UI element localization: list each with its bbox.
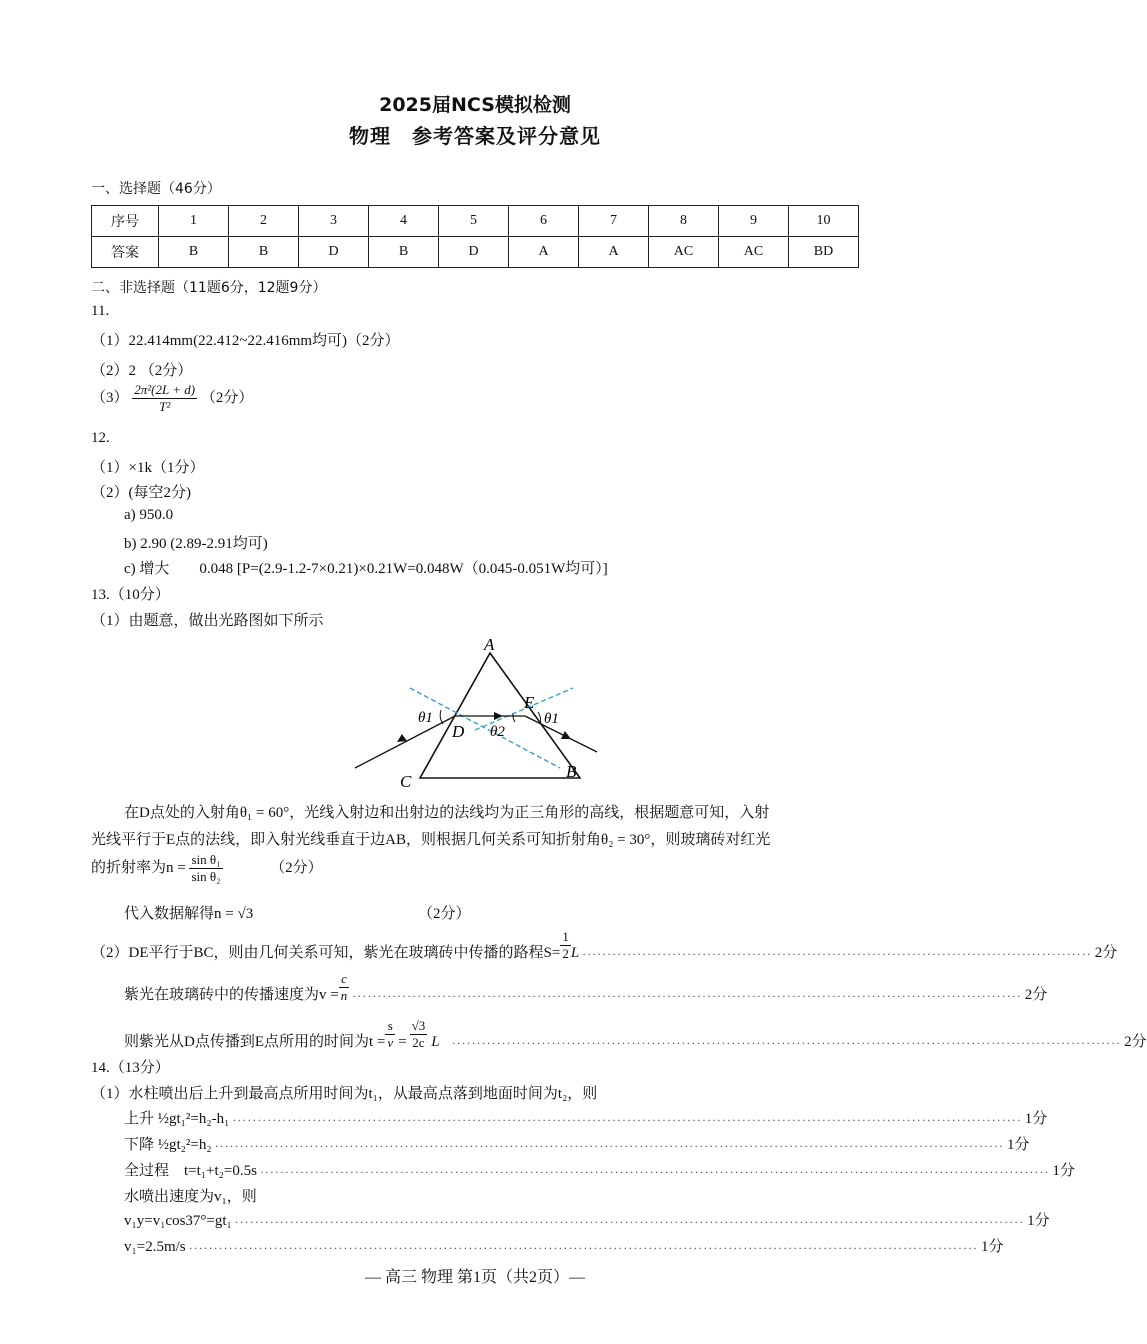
prism-light-path-diagram [345, 630, 605, 795]
q11-fraction-numerator: 2π²(2L + d) [134, 382, 196, 397]
equals-sign: = [398, 1034, 407, 1050]
fraction-numerator: √3 [411, 1018, 426, 1033]
leader-dots: ······························································································································································ [234, 1215, 1025, 1229]
table-cell: 2 [229, 206, 299, 237]
table-cell: 7 [579, 206, 649, 237]
q13-result-line [124, 902, 253, 923]
q13-paragraph-line1: 在D点处的入射角θ₁ = 60°，光线入射边和出射边的法线均为正三角形的高线，根据题意可知，入射 [124, 805, 770, 821]
step-text: 全过程 t=t₁+t₂=0.5s [124, 1163, 257, 1179]
variable: L [570, 945, 580, 961]
q13-time-line [124, 1013, 1147, 1051]
q13-number: 13.（10分） [91, 587, 170, 603]
step-text: v₁y=v₁cos37°=gt₁ [124, 1213, 232, 1229]
q12-part2: （2）(每空2分) [91, 485, 191, 501]
q13-part1: （1）由题意，做出光路图如下所示 [91, 613, 324, 629]
table-cell: B [159, 237, 229, 268]
table-cell: AC [649, 237, 719, 268]
table-cell: D [439, 237, 509, 268]
leader-dots: ······································································································································ [352, 989, 1022, 1003]
q14-step-line [124, 1158, 1075, 1180]
q11-number: 11. [91, 303, 110, 319]
q13-speed-line [124, 970, 1048, 1004]
page-footer: — 高三 物理 第1页（共2页）— [364, 1269, 585, 1286]
q11-part3 [91, 382, 253, 415]
variable: L [431, 1034, 440, 1050]
score: 1分 [1024, 1111, 1048, 1127]
step-text: 上升 ½gt₁²=h₂-h₁ [124, 1111, 230, 1127]
leader-dots: ······························································································································································ [259, 1165, 1050, 1179]
time-fraction-2 [410, 1018, 428, 1051]
table-cell: 6 [509, 206, 579, 237]
leader-dots: ······························································································································································ [214, 1139, 1004, 1153]
table-cell: D [299, 237, 369, 268]
step-text: 下降 ½gt₂²=h₂ [124, 1137, 212, 1153]
label-c: C [400, 772, 412, 791]
section1-heading: 一、选择题（46分） [91, 181, 221, 197]
q12-number: 12. [91, 430, 110, 446]
angle-arc [513, 714, 515, 722]
table-cell: B [229, 237, 299, 268]
fraction-denominator: v [387, 1035, 394, 1050]
speed-fraction [339, 971, 350, 1004]
leader-dots: ······························································································································································ [188, 1241, 979, 1255]
table-cell: B [369, 237, 439, 268]
speed-prefix: 紫光在玻璃砖中的传播速度为v = [124, 987, 339, 1003]
q14-number: 14.（13分） [91, 1060, 170, 1076]
label-e: E [524, 693, 535, 712]
score: 1分 [981, 1239, 1004, 1255]
fraction-denominator: 2 [562, 946, 569, 961]
leader-dots: ······························································································································································ [232, 1113, 1022, 1127]
leader-dots: ······································································································································ [451, 1036, 1122, 1050]
q14-velocity-intro: 水喷出速度为v₁，则 [124, 1189, 257, 1205]
table-row-numbers [92, 206, 859, 237]
q14-part1: （1）水柱喷出后上升到最高点所用时间为t₁，从最高点落到地面时间为t₂，则 [91, 1086, 598, 1102]
table-cell: 5 [439, 206, 509, 237]
label-d: D [452, 722, 465, 741]
label-theta1-right: θ1 [544, 711, 559, 727]
q13-part2-prefix: （2）DE平行于BC，则由几何关系可知，紫光在玻璃砖中传播的路程S= [91, 945, 561, 961]
table-cell: 10 [789, 206, 859, 237]
table-row-answers [92, 237, 859, 268]
q12-item-a: a) 950.0 [124, 507, 174, 523]
q12-item-b: b) 2.90 (2.89-2.91均可) [124, 536, 268, 552]
result-text: 代入数据解得n = √3 [124, 906, 254, 922]
emergent-ray [525, 716, 597, 752]
refraction-index-prefix: 的折射率为n = [91, 859, 186, 876]
score: 1分 [1052, 1163, 1075, 1179]
table-cell: 1 [159, 206, 229, 237]
label-a: A [484, 635, 495, 654]
score: （2分） [270, 859, 323, 876]
q11-part2: （2）2 （2分） [91, 363, 193, 379]
label-theta1-left: θ1 [418, 710, 433, 726]
label-theta2: θ2 [490, 724, 505, 740]
q11-part3-score: （2分） [200, 389, 254, 406]
q14-step-line [124, 1106, 1048, 1128]
table-cell: AC [719, 237, 789, 268]
q13-paragraph-line3 [91, 852, 323, 885]
fraction-numerator: c [339, 971, 350, 988]
fraction-numerator: 1 [562, 929, 569, 944]
q12-part1: （1）×1k（1分） [91, 460, 205, 476]
step-text: v₁=2.5m/s [124, 1239, 186, 1255]
score: 1分 [1027, 1213, 1050, 1229]
answer-table [91, 205, 859, 268]
arrowhead-icon [397, 734, 407, 742]
fraction-numerator: s [385, 1018, 395, 1035]
table-cell: 8 [649, 206, 719, 237]
time-fraction-1 [385, 1018, 395, 1051]
table-cell: 9 [719, 206, 789, 237]
score: 1分 [1006, 1137, 1030, 1153]
refraction-index-fraction [189, 852, 222, 885]
score: （2分） [418, 906, 471, 922]
fraction-denominator: sin θ₂ [191, 869, 221, 884]
q12-item-c: c) 增大 0.048 [P=(2.9-1.2-7×0.21)×0.21W=0.048W（0.045-0.051W均可）] [124, 561, 608, 577]
score: 2分 [1024, 987, 1048, 1003]
q11-fraction [132, 382, 197, 415]
document-subtitle: 物理 参考答案及评分意见 [349, 124, 601, 148]
score: 2分 [1124, 1034, 1147, 1050]
section2-heading: 二、非选择题（11题6分，12题9分） [91, 280, 327, 296]
q13-paragraph-line2: 光线平行于E点的法线，即入射光线垂直于边AB，则根据几何关系可知折射角θ₂ = 30°，则玻璃砖对红光 [91, 832, 771, 848]
time-prefix: 则紫光从D点传播到E点所用的时间为t = [124, 1034, 386, 1050]
table-cell: A [509, 237, 579, 268]
document-title: 2025届NCS模拟检测 [379, 94, 571, 116]
table-cell: 3 [299, 206, 369, 237]
table-cell: 4 [369, 206, 439, 237]
q11-part3-prefix: （3） [91, 389, 129, 406]
q11-fraction-denominator: T² [159, 399, 171, 414]
fraction-numerator: sin θ₁ [191, 852, 221, 867]
row-label-answer: 答案 [92, 237, 159, 268]
table-cell: A [579, 237, 649, 268]
table-cell: BD [789, 237, 859, 268]
score: 2分 [1094, 945, 1118, 961]
q14-step-line [124, 1234, 1004, 1256]
path-fraction [560, 929, 571, 962]
fraction-denominator: 2c [412, 1035, 425, 1050]
q13-part2-line [91, 928, 1118, 962]
leader-dots: ······································································································ [582, 947, 1092, 961]
label-b: B [566, 762, 577, 781]
q11-part1: （1）22.414mm(22.412~22.416mm均可)（2分） [91, 333, 400, 349]
q14-step-line [124, 1132, 1030, 1154]
row-label-number: 序号 [92, 206, 159, 237]
fraction-denominator: n [340, 988, 348, 1003]
q14-step-line [124, 1208, 1050, 1230]
